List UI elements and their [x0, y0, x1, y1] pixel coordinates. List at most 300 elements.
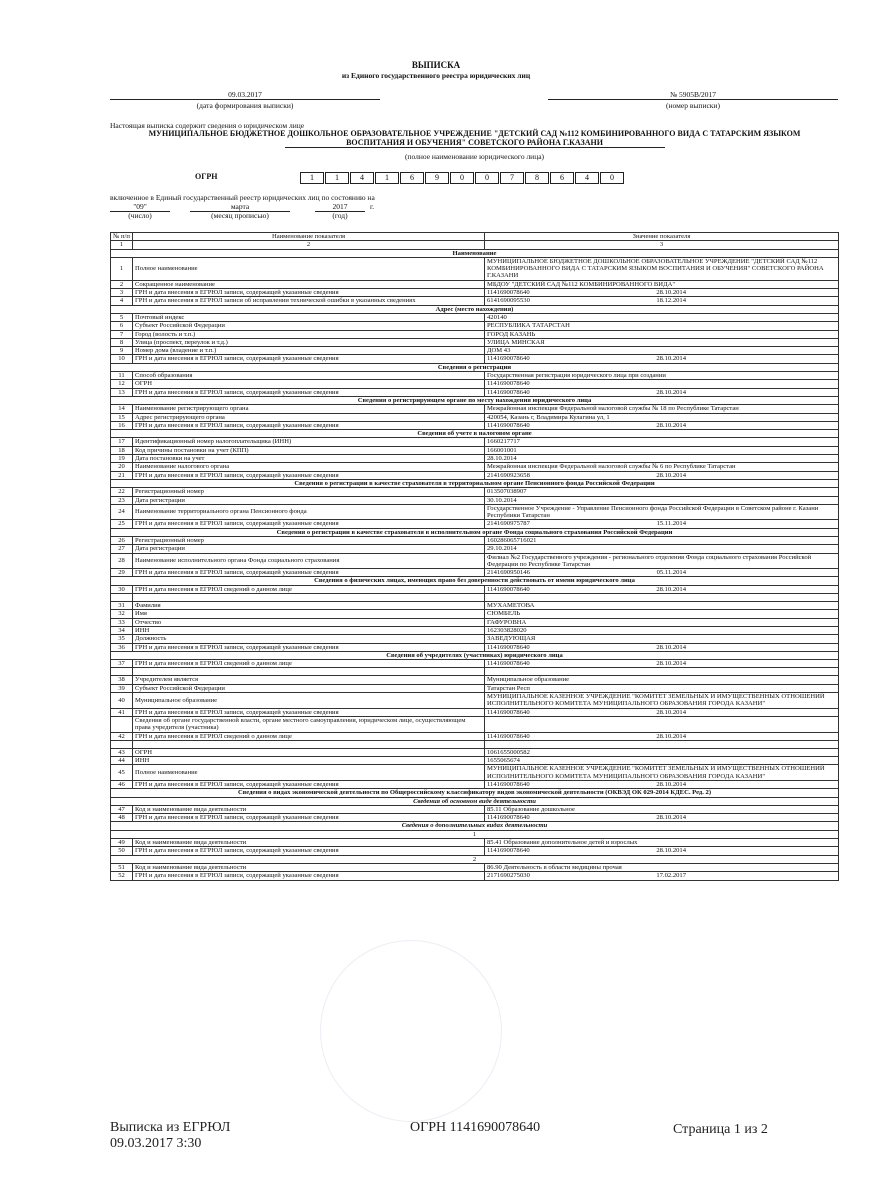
row-name: Дата регистрации [133, 545, 485, 553]
document-title: ВЫПИСКА [411, 60, 461, 70]
row-name: ГРН и дата внесения в ЕГРЮЛ записи, содержащей указанные сведения [133, 872, 485, 880]
ogrn-digit-box: 0 [600, 172, 624, 184]
row-date: 28.10.2014 [656, 814, 686, 822]
row-value [485, 643, 839, 651]
row-name: Отчество [133, 618, 485, 626]
row-name: ГРН и дата внесения в ЕГРЮЛ записи об исправлении технической ошибки в указанных сведениях [133, 297, 485, 305]
row-name: ГРН и дата внесения в ЕГРЮЛ записи, содержащей указанные сведения [133, 847, 485, 855]
row-number: 7 [111, 330, 133, 338]
row-grn: 1141690078640 [487, 781, 530, 788]
row-number [111, 668, 133, 676]
row-value: 420140 [485, 313, 839, 321]
table-section-row [111, 528, 839, 536]
table-row [111, 765, 839, 781]
row-number: 40 [111, 693, 133, 709]
row-name: Субъект Российской Федерации [133, 322, 485, 330]
row-value [485, 660, 839, 668]
row-index-label: 1 [111, 830, 839, 838]
row-grn: 1141690078640 [487, 421, 530, 429]
row-number: 18 [111, 446, 133, 454]
row-value [485, 814, 839, 822]
as-of-month: марта [190, 202, 290, 212]
row-name [133, 668, 485, 676]
as-of-year: 2017 [315, 202, 365, 212]
row-value [485, 471, 839, 479]
row-number: 26 [111, 536, 133, 544]
ogrn-digit-box: 6 [550, 172, 574, 184]
footer-page-number: Страница 1 из 2 [673, 1122, 768, 1137]
row-name: Полное наименование [133, 257, 485, 280]
row-value: Татарстан Респ [485, 684, 839, 692]
row-value: ГАФУРОВНА [485, 618, 839, 626]
table-row [111, 330, 839, 338]
row-name: Наименование территориального органа Пенсионного фонда [133, 504, 485, 520]
table-row [111, 757, 839, 765]
row-name: Код и наименование вида деятельности [133, 863, 485, 871]
row-name: Учредителем является [133, 676, 485, 684]
table-row [111, 863, 839, 871]
row-grn: 1141690078640 [487, 708, 530, 716]
table-row [111, 289, 839, 297]
table-section-row [111, 651, 839, 659]
ogrn-digit-box: 9 [425, 172, 449, 184]
row-value [485, 716, 839, 732]
row-number: 30 [111, 585, 133, 593]
row-number: 3 [111, 289, 133, 297]
row-value: 85.11 Образование дошкольное [485, 805, 839, 813]
row-name: ОГРН [133, 380, 485, 388]
row-grn: 1141690078640 [487, 388, 530, 396]
row-name: ГРН и дата внесения в ЕГРЮЛ записи, содержащей указанные сведения [133, 569, 485, 577]
org-name-line-2: ВОСПИТАНИЯ И ОБУЧЕНИЯ" СОВЕТСКОГО РАЙОНА Г.КАЗАНИ [285, 138, 665, 148]
row-number: 39 [111, 684, 133, 692]
row-name: Субъект Российской Федерации [133, 684, 485, 692]
table-row [111, 496, 839, 504]
table-row [111, 708, 839, 716]
row-value: СЮМБЕЛЬ [485, 610, 839, 618]
month-caption: (месяц прописью) [211, 211, 269, 220]
table-row [111, 693, 839, 709]
row-date: 28.10.2014 [656, 708, 686, 716]
registry-table [110, 232, 839, 881]
row-name: Код и наименование вида деятельности [133, 805, 485, 813]
org-name-line-1: МУНИЦИПАЛЬНОЕ БЮДЖЕТНОЕ ДОШКОЛЬНОЕ ОБРАЗОВАТЕЛЬНОЕ УЧРЕЖДЕНИЕ "ДЕТСКИЙ САД №112 КОМБИНИРОВАННОГО ВИДА С ТАТАРСКИМ ЯЗЫКОМ [148, 129, 801, 138]
row-date: 28.10.2014 [656, 660, 686, 668]
row-name: Код причины постановки на учет (КПП) [133, 446, 485, 454]
org-name-caption: (полное наименование юридического лица) [404, 152, 545, 161]
row-value: ЗАВЕДУЮЩАЯ [485, 635, 839, 643]
row-date: 05.11.2014 [656, 569, 686, 577]
row-value [485, 421, 839, 429]
table-row [111, 488, 839, 496]
row-number: 33 [111, 618, 133, 626]
section-title: Сведения о дополнительных видах деятельности [111, 822, 839, 830]
col-header-number: № п/п [111, 233, 133, 241]
table-row [111, 814, 839, 822]
table-row [111, 545, 839, 553]
row-number: 32 [111, 610, 133, 618]
row-value: 1061655000582 [485, 748, 839, 756]
row-name [133, 594, 485, 602]
table-row [111, 626, 839, 634]
ogrn-digit-box: 0 [450, 172, 474, 184]
row-number: 16 [111, 421, 133, 429]
row-number: 36 [111, 643, 133, 651]
row-grn: 1141690078640 [487, 814, 530, 822]
row-number [111, 740, 133, 748]
row-date: 17.02.2017 [656, 872, 686, 880]
row-name: ГРН и дата внесения в ЕГРЮЛ записи, содержащей указанные сведения [133, 421, 485, 429]
row-number: 25 [111, 520, 133, 528]
day-caption: (число) [128, 211, 152, 220]
ogrn-digit-box: 4 [350, 172, 374, 184]
table-row [111, 847, 839, 855]
section-title: Сведения об учредителях (участниках) юридического лица [111, 651, 839, 659]
row-name: Код и наименование вида деятельности [133, 839, 485, 847]
table-row [111, 438, 839, 446]
row-name: ГРН и дата внесения в ЕГРЮЛ сведений о данном лице [133, 585, 485, 593]
table-row [111, 257, 839, 280]
row-value: 28.10.2014 [485, 455, 839, 463]
table-row [111, 455, 839, 463]
ogrn-digit-box: 8 [525, 172, 549, 184]
row-name: Город (волость и т.п.) [133, 330, 485, 338]
row-number: 15 [111, 413, 133, 421]
row-number: 17 [111, 438, 133, 446]
row-name: Регистрационный номер [133, 488, 485, 496]
row-note-text: Сведения об органе государственной власти, органе местного самоуправления, юридическом лице, осуществляющем права учредителя (участника) [133, 716, 485, 732]
row-value: 162303828020 [485, 626, 839, 634]
row-number: 5 [111, 313, 133, 321]
year-caption: (год) [332, 211, 348, 220]
table-row [111, 297, 839, 305]
row-grn: 1141690078640 [487, 732, 530, 740]
row-grn: 2141690923658 [487, 471, 530, 479]
table-blank-row [111, 668, 839, 676]
table-note-row [111, 716, 839, 732]
table-section-row [111, 396, 839, 404]
table-row [111, 405, 839, 413]
row-date: 28.10.2014 [656, 421, 686, 429]
row-value [485, 847, 839, 855]
row-number: 27 [111, 545, 133, 553]
row-grn: 1141690078640 [487, 355, 530, 363]
section-title: Сведения о видах экономической деятельности по Общероссийскому классификатору видов экономической деятельности (ОКВЭД ОК 029-2014 КДЕС. Ред. 2) [111, 789, 839, 797]
row-name: Наименование регистрирующего органа [133, 405, 485, 413]
row-number: 11 [111, 372, 133, 380]
row-name: Сокращенное наименование [133, 280, 485, 288]
table-section-row [111, 789, 839, 797]
row-name: Улица (проспект, переулок и т.д.) [133, 338, 485, 346]
row-value [485, 708, 839, 716]
document-subtitle: из Единого государственного реестра юридических лиц [341, 71, 531, 80]
row-value: 420054, Казань г, Владимира Кулагина ул, 1 [485, 413, 839, 421]
row-value: 86.90 Деятельность в области медицины прочая [485, 863, 839, 871]
row-value: Межрайонная инспекция Федеральной налоговой службы № 6 по Республике Татарстан [485, 463, 839, 471]
row-value: Государственная регистрация юридического лица при создании [485, 372, 839, 380]
section-title: Адрес (место нахождения) [111, 305, 839, 313]
row-value: МУНИЦИПАЛЬНОЕ БЮДЖЕТНОЕ ДОШКОЛЬНОЕ ОБРАЗОВАТЕЛЬНОЕ УЧРЕЖДЕНИЕ "ДЕТСКИЙ САД №112 КОМБИНИРОВАННОГО ВИДА С ТАТАРСКИМ ЯЗЫКОМ ВОСПИТАНИЯ И ОБУЧЕНИЯ" СОВЕТСКОГО РАЙОНА Г.КАЗАНИ [485, 257, 839, 280]
row-number: 49 [111, 839, 133, 847]
row-value: 29.10.2014 [485, 545, 839, 553]
row-name: Полное наименование [133, 765, 485, 781]
table-row [111, 355, 839, 363]
row-name: Наименование исполнительного органа Фонда социального страхования [133, 553, 485, 569]
table-row [111, 602, 839, 610]
table-section-row [111, 363, 839, 371]
row-number: 9 [111, 347, 133, 355]
row-number: 2 [111, 280, 133, 288]
row-number: 19 [111, 455, 133, 463]
row-name: ГРН и дата внесения в ЕГРЮЛ записи, содержащей указанные сведения [133, 289, 485, 297]
row-name: Должность [133, 635, 485, 643]
row-number: 51 [111, 863, 133, 871]
row-grn: 6141690095530 [487, 297, 530, 305]
row-name [133, 740, 485, 748]
row-date: 28.10.2014 [656, 643, 686, 651]
table-row [111, 618, 839, 626]
row-date: 28.10.2014 [656, 732, 686, 740]
extract-date: 09.03.2017 [110, 90, 380, 100]
row-name: Почтовый индекс [133, 313, 485, 321]
row-number: 41 [111, 708, 133, 716]
table-row [111, 504, 839, 520]
table-row [111, 471, 839, 479]
section-title: Наименование [111, 249, 839, 257]
row-number: 20 [111, 463, 133, 471]
table-row [111, 421, 839, 429]
table-row [111, 313, 839, 321]
row-name: Муниципальное образование [133, 693, 485, 709]
row-value: 1660217717 [485, 438, 839, 446]
table-row [111, 446, 839, 454]
row-grn: 1141690078640 [487, 289, 530, 297]
row-value: 1141690078640 [485, 380, 839, 388]
row-number: 47 [111, 805, 133, 813]
intro-text: Настоящая выписка содержит сведения о юридическом лице [110, 121, 305, 130]
table-row [111, 781, 839, 789]
row-date: 28.10.2014 [656, 355, 686, 363]
row-value [485, 668, 839, 676]
footer-left [110, 1120, 230, 1152]
row-grn: 2171690275030 [487, 872, 530, 880]
row-value: Филиал №2 Государственного учреждения - регионального отделения Фонда социального страхования Российской Федерации по Республике Татарстан [485, 553, 839, 569]
table-section-row [111, 430, 839, 438]
row-name: Идентификационный номер налогоплательщика (ИНН) [133, 438, 485, 446]
table-row [111, 388, 839, 396]
ogrn-digit-box: 1 [300, 172, 324, 184]
table-row [111, 536, 839, 544]
row-number: 44 [111, 757, 133, 765]
row-value: 160286065716021 [485, 536, 839, 544]
row-value: 1655065674 [485, 757, 839, 765]
row-value: 85.41 Образование дополнительное детей и взрослых [485, 839, 839, 847]
table-subsection-row [111, 822, 839, 830]
row-value [485, 289, 839, 297]
row-number: 38 [111, 676, 133, 684]
table-section-row [111, 305, 839, 313]
row-name: ГРН и дата внесения в ЕГРЮЛ записи, содержащей указанные сведения [133, 471, 485, 479]
row-number: 46 [111, 781, 133, 789]
row-value [485, 297, 839, 305]
row-name: ГРН и дата внесения в ЕГРЮЛ записи, содержащей указанные сведения [133, 781, 485, 789]
footer-extract-datetime: 09.03.2017 3:30 [110, 1136, 202, 1151]
table-row [111, 585, 839, 593]
row-value [485, 569, 839, 577]
ogrn-label: ОГРН [195, 172, 218, 181]
row-number: 31 [111, 602, 133, 610]
table-header-row [111, 233, 839, 241]
row-number: 29 [111, 569, 133, 577]
col-header-name: Наименование показателя [133, 233, 485, 241]
row-name: Имя [133, 610, 485, 618]
org-full-name [110, 129, 839, 148]
row-number: 10 [111, 355, 133, 363]
row-name: ГРН и дата внесения в ЕГРЮЛ записи, содержащей указанные сведения [133, 520, 485, 528]
row-name: ГРН и дата внесения в ЕГРЮЛ сведений о данном лице [133, 660, 485, 668]
row-value: Муниципальное образование [485, 676, 839, 684]
row-value: МУХАМЕТОВА [485, 602, 839, 610]
row-grn: 2141690975787 [487, 520, 530, 528]
row-value [485, 732, 839, 740]
row-name: ГРН и дата внесения в ЕГРЮЛ сведений о данном лице [133, 732, 485, 740]
extract-number-caption: (номер выписки) [666, 101, 720, 110]
row-number: 12 [111, 380, 133, 388]
included-text: включенное в Единый государственный реестр юридических лиц по состоянию на [110, 193, 375, 202]
table-row [111, 684, 839, 692]
col-index-3: 3 [485, 241, 839, 249]
ogrn-digit-box: 1 [325, 172, 349, 184]
row-date: 18.12.2014 [656, 297, 686, 305]
row-number: 22 [111, 488, 133, 496]
section-title: Сведения о физических лицах, имеющих право без доверенности действовать от имени юридического лица [111, 577, 839, 585]
row-name: ОГРН [133, 748, 485, 756]
table-row [111, 610, 839, 618]
row-value: 013507038907 [485, 488, 839, 496]
row-number: 23 [111, 496, 133, 504]
row-value: УЛИЦА МИНСКАЯ [485, 338, 839, 346]
row-number: 43 [111, 748, 133, 756]
row-value: ДОМ 43 [485, 347, 839, 355]
row-name: ГРН и дата внесения в ЕГРЮЛ записи, содержащей указанные сведения [133, 814, 485, 822]
table-section-row [111, 577, 839, 585]
row-name: ГРН и дата внесения в ЕГРЮЛ записи, содержащей указанные сведения [133, 355, 485, 363]
row-value: МУНИЦИПАЛЬНОЕ КАЗЕННОЕ УЧРЕЖДЕНИЕ "КОМИТЕТ ЗЕМЕЛЬНЫХ И ИМУЩЕСТВЕННЫХ ОТНОШЕНИЙ ИСПОЛНИТЕЛЬНОГО КОМИТЕТА МУНИЦИПАЛЬНОГО ОБРАЗОВАНИЯ ГОРОДА КАЗАНИ" [485, 765, 839, 781]
row-grn: 1141690078640 [487, 585, 530, 593]
row-value [485, 594, 839, 602]
table-row [111, 280, 839, 288]
row-number: 8 [111, 338, 133, 346]
table-blank-row [111, 594, 839, 602]
row-number: 24 [111, 504, 133, 520]
row-value: МБДОУ "ДЕТСКИЙ САД №112 КОМБИНИРОВАННОГО ВИДА" [485, 280, 839, 288]
table-row [111, 643, 839, 651]
table-index-row [111, 855, 839, 863]
table-row [111, 380, 839, 388]
table-row [111, 322, 839, 330]
section-title: Сведения об основном виде деятельности [111, 797, 839, 805]
table-row [111, 413, 839, 421]
table-row [111, 660, 839, 668]
table-row [111, 805, 839, 813]
row-value: Государственное Учреждение - Управление Пенсионного фонда Российской Федерации в Советском районе г. Казани Республики Татарстан [485, 504, 839, 520]
footer-extract-label: Выписка из ЕГРЮЛ [110, 1120, 231, 1135]
ogrn-digit-box: 7 [500, 172, 524, 184]
row-value: 30.10.2014 [485, 496, 839, 504]
ogrn-digit-box: 0 [475, 172, 499, 184]
row-number [111, 716, 133, 732]
row-number [111, 594, 133, 602]
row-name: Дата постановки на учет [133, 455, 485, 463]
table-row [111, 676, 839, 684]
table-blank-row [111, 740, 839, 748]
table-row [111, 635, 839, 643]
row-date: 28.10.2014 [656, 388, 686, 396]
row-number: 35 [111, 635, 133, 643]
table-row [111, 872, 839, 880]
row-value [485, 388, 839, 396]
row-name: ГРН и дата внесения в ЕГРЮЛ записи, содержащей указанные сведения [133, 708, 485, 716]
row-grn: 2141690950146 [487, 569, 530, 577]
row-name: Дата регистрации [133, 496, 485, 504]
extract-number: № 5905В/2017 [548, 90, 838, 100]
row-name: ИНН [133, 757, 485, 765]
row-number: 42 [111, 732, 133, 740]
row-index-label: 2 [111, 855, 839, 863]
row-name: Адрес регистрирующего органа [133, 413, 485, 421]
row-name: ГРН и дата внесения в ЕГРЮЛ записи, содержащей указанные сведения [133, 643, 485, 651]
section-title: Сведения о регистрации в качестве страхователя в исполнительном органе Фонда социального страхования Российской Федерации [111, 528, 839, 536]
row-number: 6 [111, 322, 133, 330]
row-date: 15.11.2014 [656, 520, 686, 528]
row-number: 13 [111, 388, 133, 396]
row-value [485, 520, 839, 528]
row-number: 48 [111, 814, 133, 822]
row-number: 28 [111, 553, 133, 569]
table-row [111, 372, 839, 380]
row-name: Фамилия [133, 602, 485, 610]
row-number: 1 [111, 257, 133, 280]
col-header-value: Значение показателя [485, 233, 839, 241]
row-value [485, 585, 839, 593]
table-section-row [111, 249, 839, 257]
row-value: РЕСПУБЛИКА ТАТАРСТАН [485, 322, 839, 330]
row-name: ГРН и дата внесения в ЕГРЮЛ записи, содержащей указанные сведения [133, 388, 485, 396]
row-date: 28.10.2014 [656, 471, 686, 479]
table-row [111, 347, 839, 355]
row-value: МУНИЦИПАЛЬНОЕ КАЗЕННОЕ УЧРЕЖДЕНИЕ "КОМИТЕТ ЗЕМЕЛЬНЫХ И ИМУЩЕСТВЕННЫХ ОТНОШЕНИЙ ИСПОЛНИТЕЛЬНОГО КОМИТЕТА МУНИЦИПАЛЬНОГО ОБРАЗОВАНИЯ ГОРОДА КАЗАНИ" [485, 693, 839, 709]
table-index-row [111, 830, 839, 838]
row-number: 14 [111, 405, 133, 413]
row-value: ГОРОД КАЗАНЬ [485, 330, 839, 338]
table-row [111, 839, 839, 847]
section-title: Сведения о регистрирующем органе по месту нахождения юридического лица [111, 396, 839, 404]
row-number: 45 [111, 765, 133, 781]
row-date: 28.10.2014 [656, 847, 686, 855]
row-date: 28.10.2014 [656, 289, 686, 297]
row-name: Номер дома (владение и т.п.) [133, 347, 485, 355]
row-value [485, 740, 839, 748]
footer-ogrn: ОГРН 1141690078640 [410, 1120, 541, 1135]
ogrn-digit-box: 6 [400, 172, 424, 184]
row-value [485, 872, 839, 880]
row-name: Способ образования [133, 372, 485, 380]
table-row [111, 338, 839, 346]
section-title: Сведения о регистрации в качестве страхователя в территориальном органе Пенсионного фонда Российской Федерации [111, 479, 839, 487]
table-section-row [111, 479, 839, 487]
row-grn: 1141690078640 [487, 847, 530, 855]
table-index-row [111, 241, 839, 249]
